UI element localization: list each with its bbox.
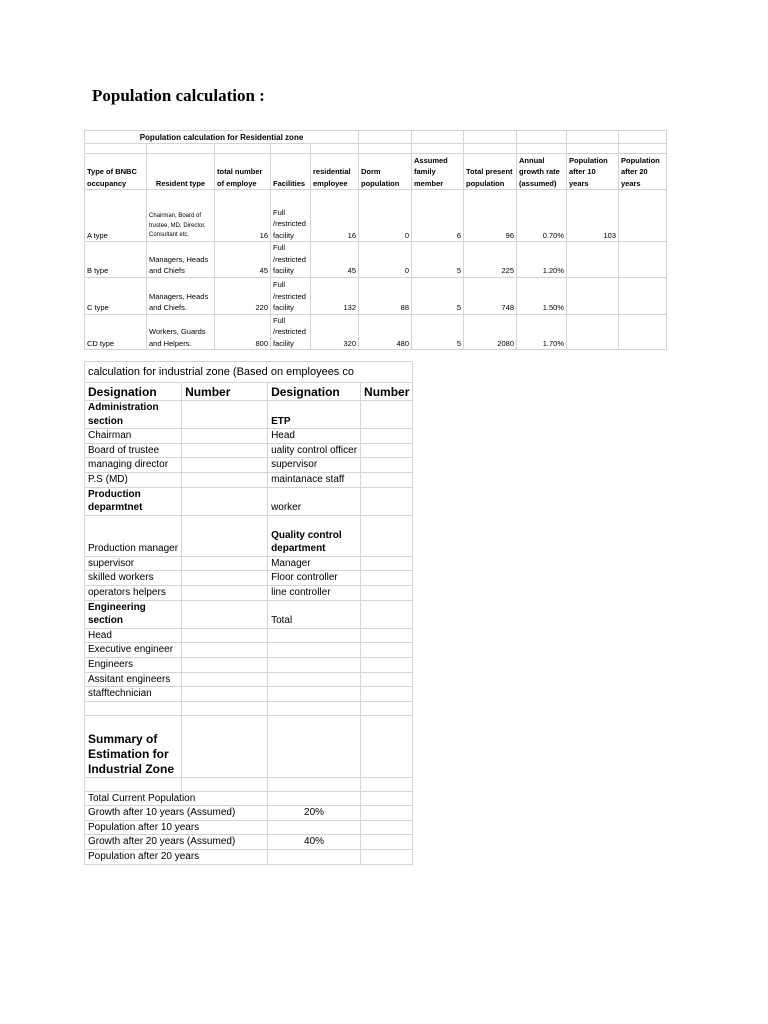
- summary-row: [85, 791, 413, 806]
- section-administration: Administration section: [85, 401, 182, 429]
- designation: uality control officer: [268, 443, 361, 458]
- designation: Production manager: [85, 515, 182, 556]
- dorm-population: 88: [359, 277, 412, 314]
- present-population: 96: [464, 190, 517, 242]
- summary-label: Total Current Population: [85, 791, 268, 806]
- header-growth-rate: Annual growth rate (assumed): [517, 154, 567, 190]
- section-quality-control: Quality control department: [268, 515, 361, 556]
- designation: supervisor: [85, 556, 182, 571]
- header-pop-10: Population after 10 years: [567, 154, 619, 190]
- population-after-20: [619, 190, 667, 242]
- dorm-population: 480: [359, 314, 412, 350]
- designation: Executive engineer: [85, 643, 182, 658]
- col-designation-right: Designation: [268, 383, 361, 401]
- family-member: 5: [412, 242, 464, 278]
- designation: Head: [268, 429, 361, 444]
- section-engineering: Engineering section: [85, 600, 182, 628]
- total-employee: 45: [215, 242, 271, 278]
- total-employee: 220: [215, 277, 271, 314]
- population-after-10: [567, 242, 619, 278]
- table-row: [85, 600, 413, 628]
- summary-value: [268, 820, 361, 835]
- designation: skilled workers: [85, 571, 182, 586]
- table-row: [85, 687, 413, 702]
- header-pop-20: Population after 20 years: [619, 154, 667, 190]
- table-row: [85, 429, 413, 444]
- residential-zone-table: [84, 130, 667, 350]
- present-population: 225: [464, 242, 517, 278]
- designation: P.S (MD): [85, 472, 182, 487]
- table-row: [85, 487, 413, 515]
- summary-label: Growth after 10 years (Assumed): [85, 806, 268, 821]
- designation: Floor controller: [268, 571, 361, 586]
- total-label: Total: [268, 600, 361, 628]
- section-production: Production deparmtnet: [85, 487, 182, 515]
- population-after-20: [619, 242, 667, 278]
- summary-row: [85, 835, 413, 850]
- header-resident-type: Resident type: [147, 154, 215, 190]
- designation: Chairman: [85, 429, 182, 444]
- dorm-population: 0: [359, 190, 412, 242]
- resident-type: Workers, Guards and Helpers.: [147, 314, 215, 350]
- designation: operators helpers: [85, 585, 182, 600]
- resident-type: Chairman, Board of trustee, MD, Director, Consultant etc.: [147, 190, 215, 242]
- header-total-employee: total number of employe: [215, 154, 271, 190]
- header-facilities: Facilities: [271, 154, 311, 190]
- section-etp: ETP: [268, 401, 361, 429]
- designation: Board of trustee: [85, 443, 182, 458]
- total-employee: 16: [215, 190, 271, 242]
- summary-title: Summary of Estimation for Industrial Zone: [85, 715, 182, 777]
- summary-row: [85, 820, 413, 835]
- industrial-zone-table: [84, 361, 413, 865]
- total-employee: 800: [215, 314, 271, 350]
- growth-rate: 1.70%: [517, 314, 567, 350]
- residential-table-title: Population calculation for Residential zone: [85, 131, 359, 144]
- summary-value: 40%: [268, 835, 361, 850]
- designation: worker: [268, 487, 361, 515]
- table-row: [85, 242, 667, 278]
- family-member: 6: [412, 190, 464, 242]
- occupancy-type: B type: [85, 242, 147, 278]
- table-row: [85, 190, 667, 242]
- resident-type: Managers, Heads and Chiefs.: [147, 277, 215, 314]
- facilities: Full /restricted facility: [271, 242, 311, 278]
- summary-value: [268, 791, 361, 806]
- residential-employee: 132: [311, 277, 359, 314]
- population-after-10: [567, 314, 619, 350]
- table-row: [85, 556, 413, 571]
- table-row: [85, 571, 413, 586]
- facilities: Full /restricted facility: [271, 277, 311, 314]
- designation: Head: [85, 628, 182, 643]
- table-row: [85, 643, 413, 658]
- resident-type: Managers, Heads and Chiefs: [147, 242, 215, 278]
- designation: supervisor: [268, 458, 361, 473]
- table-row: [85, 585, 413, 600]
- population-after-20: [619, 314, 667, 350]
- header-present-population: Total present population: [464, 154, 517, 190]
- summary-row: [85, 850, 413, 865]
- designation: stafftechnician: [85, 687, 182, 702]
- residential-employee: 16: [311, 190, 359, 242]
- industrial-table-title: calculation for industrial zone (Based on employees co: [85, 362, 413, 383]
- designation: Assitant engineers: [85, 672, 182, 687]
- header-dorm-population: Dorm population: [359, 154, 412, 190]
- table-row: [85, 472, 413, 487]
- occupancy-type: CD type: [85, 314, 147, 350]
- table-row: [85, 628, 413, 643]
- growth-rate: 1.20%: [517, 242, 567, 278]
- page-title: Population calculation :: [92, 86, 265, 105]
- table-row: [85, 314, 667, 350]
- col-number-left: Number: [182, 383, 268, 401]
- summary-label: Population after 20 years: [85, 850, 268, 865]
- family-member: 5: [412, 277, 464, 314]
- designation: managing director: [85, 458, 182, 473]
- table-row: [85, 672, 413, 687]
- growth-rate: 0.70%: [517, 190, 567, 242]
- designation: maintanace staff: [268, 472, 361, 487]
- designation: Engineers: [85, 657, 182, 672]
- family-member: 5: [412, 314, 464, 350]
- table-row: [85, 443, 413, 458]
- header-family-member: Assumed family member: [412, 154, 464, 190]
- population-after-10: 103: [567, 190, 619, 242]
- growth-rate: 1.50%: [517, 277, 567, 314]
- header-residential-employee: residential employee: [311, 154, 359, 190]
- table-row: [85, 657, 413, 672]
- designation: Manager: [268, 556, 361, 571]
- designation: line controller: [268, 585, 361, 600]
- present-population: 748: [464, 277, 517, 314]
- residential-employee: 45: [311, 242, 359, 278]
- table-row: [85, 277, 667, 314]
- col-designation-left: Designation: [85, 383, 182, 401]
- population-after-20: [619, 277, 667, 314]
- occupancy-type: A type: [85, 190, 147, 242]
- occupancy-type: C type: [85, 277, 147, 314]
- present-population: 2080: [464, 314, 517, 350]
- dorm-population: 0: [359, 242, 412, 278]
- facilities: Full /restricted facility: [271, 190, 311, 242]
- summary-label: Population after 10 years: [85, 820, 268, 835]
- table-row: [85, 458, 413, 473]
- summary-row: [85, 806, 413, 821]
- facilities: Full /restricted facility: [271, 314, 311, 350]
- population-after-10: [567, 277, 619, 314]
- summary-label: Growth after 20 years (Assumed): [85, 835, 268, 850]
- header-bnbc-type: Type of BNBC occupancy: [85, 154, 147, 190]
- table-row: [85, 515, 413, 556]
- col-number-right: Number: [361, 383, 413, 401]
- table-row: [85, 401, 413, 429]
- summary-value: [268, 850, 361, 865]
- summary-value: 20%: [268, 806, 361, 821]
- residential-employee: 320: [311, 314, 359, 350]
